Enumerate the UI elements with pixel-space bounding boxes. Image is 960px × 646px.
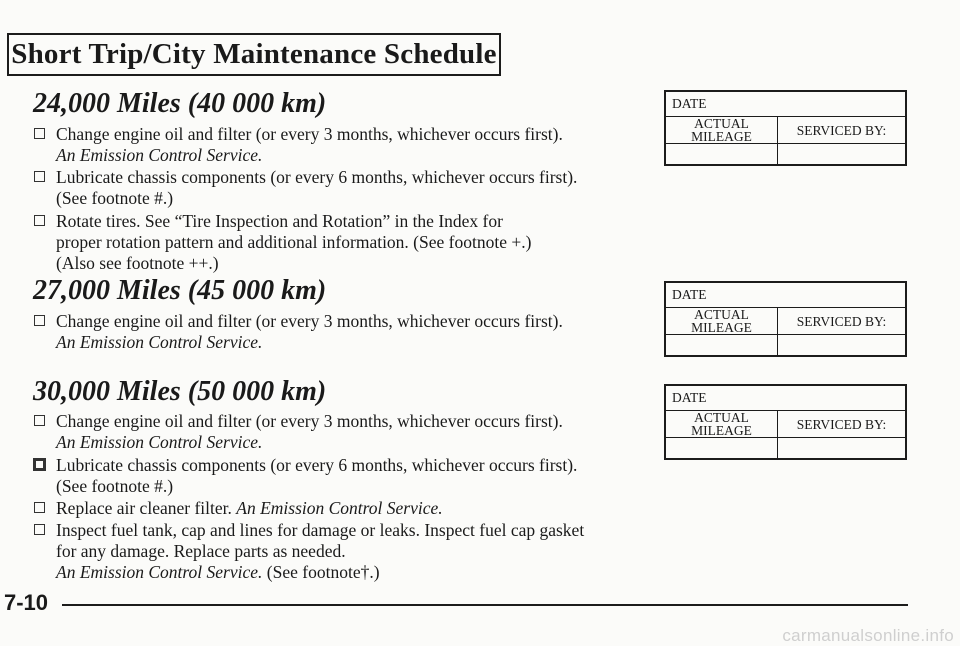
- mileage-label: ACTUAL MILEAGE: [665, 117, 778, 144]
- mileage-label: ACTUAL MILEAGE: [665, 308, 778, 335]
- checkbox-icon[interactable]: [34, 215, 45, 226]
- checkbox-icon[interactable]: [34, 171, 45, 182]
- serviced-by-label: SERVICED BY:: [778, 308, 907, 335]
- serviced-by-entry[interactable]: [778, 438, 907, 460]
- list-item: Change engine oil and filter (or every 3 months, whichever occurs first). An Emission Control Service.: [34, 124, 563, 166]
- service-record-table-27000: [664, 281, 907, 357]
- date-label: DATE: [665, 282, 906, 308]
- checkbox-icon[interactable]: [34, 524, 45, 535]
- mileage-entry[interactable]: [665, 438, 778, 460]
- list-item: Rotate tires. See “Tire Inspection and Rotation” in the Index for proper rotation pattern and additional information. (See footnote +.) (Also see footnote ++.): [34, 211, 531, 274]
- service-record-table-30000: [664, 384, 907, 460]
- date-label: DATE: [665, 385, 906, 411]
- list-item: Change engine oil and filter (or every 3 months, whichever occurs first). An Emission Control Service.: [34, 411, 563, 453]
- serviced-by-entry[interactable]: [778, 335, 907, 357]
- serviced-by-label: SERVICED BY:: [778, 117, 907, 144]
- page-number: 7-10: [4, 590, 49, 615]
- section-heading-24000: 24,000 Miles (40 000 km): [33, 88, 327, 119]
- list-item: Lubricate chassis components (or every 6 months, whichever occurs first). (See footnote #.): [34, 167, 577, 209]
- section-heading-27000: 27,000 Miles (45 000 km): [33, 275, 327, 306]
- footer-rule: [62, 604, 908, 606]
- checkbox-icon[interactable]: [33, 458, 46, 471]
- mileage-entry[interactable]: [665, 335, 778, 357]
- list-item: Change engine oil and filter (or every 3 months, whichever occurs first). An Emission Control Service.: [34, 311, 563, 353]
- checkbox-icon[interactable]: [34, 315, 45, 326]
- list-item: Inspect fuel tank, cap and lines for damage or leaks. Inspect fuel cap gasket for any damage. Replace parts as needed. An Emission Control Service. (See footnote†.): [34, 520, 584, 583]
- section-heading-30000: 30,000 Miles (50 000 km): [33, 376, 327, 407]
- page-title: Short Trip/City Maintenance Schedule: [7, 33, 501, 76]
- checkbox-icon[interactable]: [34, 502, 45, 513]
- list-item: Replace air cleaner filter. An Emission Control Service.: [34, 498, 443, 519]
- mileage-label: ACTUAL MILEAGE: [665, 411, 778, 438]
- watermark: carmanualsonline.info: [782, 626, 954, 645]
- date-label: DATE: [665, 91, 906, 117]
- service-record-table-24000: [664, 90, 907, 166]
- serviced-by-label: SERVICED BY:: [778, 411, 907, 438]
- mileage-entry[interactable]: [665, 144, 778, 166]
- checkbox-icon[interactable]: [34, 128, 45, 139]
- list-item: Lubricate chassis components (or every 6 months, whichever occurs first). (See footnote #.): [34, 455, 577, 497]
- serviced-by-entry[interactable]: [778, 144, 907, 166]
- checkbox-icon[interactable]: [34, 415, 45, 426]
